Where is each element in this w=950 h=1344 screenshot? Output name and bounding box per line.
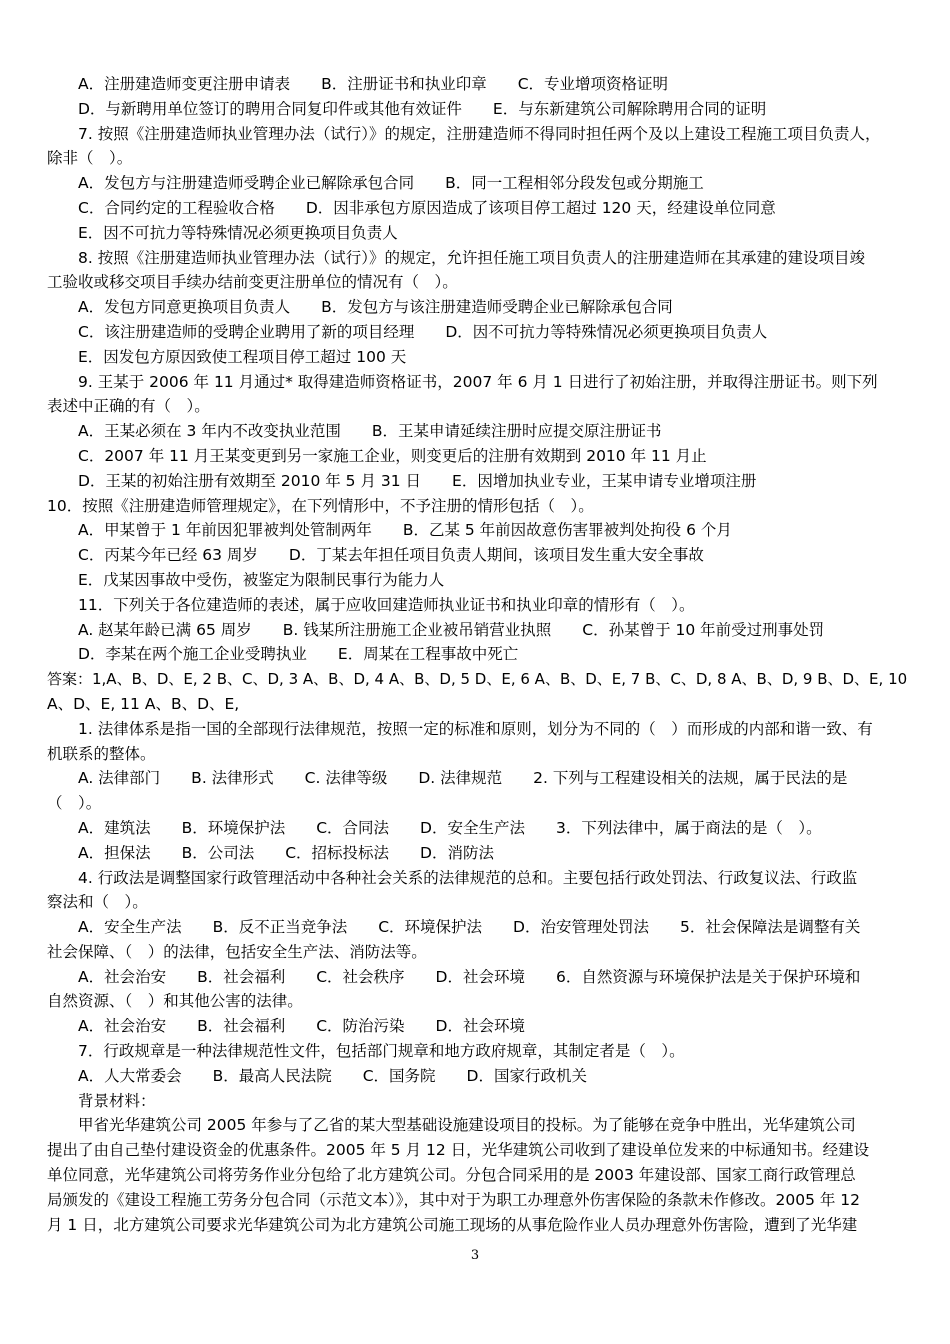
text-line: 1. 法律体系是指一国的全部现行法律规范，按照一定的标准和原则，划分为不同的（ ）而形成的内部和谐一致、有	[78, 719, 873, 738]
text-line: D．李某在两个施工企业受聘执业 E．周某在工程事故中死亡	[78, 645, 519, 664]
text-line: C．丙某今年已经 63 周岁 D．丁某去年担任项目负责人期间，该项目发生重大安全事故	[78, 546, 704, 565]
text-line: 10．按照《注册建造师管理规定》，在下列情形中，不予注册的情形包括（ ）。	[47, 496, 594, 515]
text-line: C．合同约定的工程验收合格 D．因非承包方原因造成了该项目停工超过 120 天，经建设单位同意	[78, 198, 776, 217]
text-line: 7．行政规章是一种法律规范性文件，包括部门规章和地方政府规章，其制定者是（ ）。	[78, 1042, 685, 1061]
text-line: 社会保障、（ ）的法律，包括安全生产法、消防法等。	[47, 942, 427, 961]
text-line: A．建筑法 B．环境保护法 C．合同法 D．安全生产法 3．下列法律中，属于商法的是（ ）。	[78, 818, 822, 837]
text-line: D．王某的初始注册有效期至 2010 年 5 月 31 日 E．因增加执业专业，王某申请专业增项注册	[78, 471, 757, 490]
text-line: C．该注册建造师的受聘企业聘用了新的项目经理 D．因不可抗力等特殊情况必须更换项目负责人	[78, 322, 768, 341]
text-line: 月 1 日，北方建筑公司要求光华建筑公司为北方建筑公司施工现场的从事危险作业人员办理意外伤害险，遭到了光华建	[47, 1215, 858, 1234]
text-line: 除非（ ）。	[47, 149, 133, 168]
text-line: E．因发包方原因致使工程项目停工超过 100 天	[78, 347, 407, 366]
text-line: 甲省光华建筑公司 2005 年参与了乙省的某大型基础设施建设项目的投标。为了能够在竞争中胜出，光华建筑公司	[78, 1116, 856, 1135]
text-line: A．王某必须在 3 年内不改变执业范围 B．王某申请延续注册时应提交原注册证书	[78, 422, 662, 441]
text-line: （ ）。	[47, 794, 102, 813]
document-body	[0, 72, 950, 1237]
text-line: 7. 按照《注册建造师执业管理办法（试行）》的规定，注册建造师不得同时担任两个及以上建设工程施工项目负责人，	[78, 124, 881, 143]
text-line: 自然资源、（ ）和其他公害的法律。	[47, 992, 303, 1011]
text-line: A．社会治安 B．社会福利 C．社会秩序 D．社会环境 6．自然资源与环境保护法是关于保护环境和	[78, 967, 861, 986]
text-line: A．人大常委会 B．最高人民法院 C．国务院 D．国家行政机关	[78, 1066, 587, 1085]
text-line: 答案：1,A、B、D、E, 2 B、C、D, 3 A、B、D, 4 A、B、D, 5 D、E, 6 A、B、D、E, 7 B、C、D, 8 A、B、D, 9 B、D、E, 10	[47, 670, 908, 689]
text-line: 局颁发的《建设工程施工劳务分包合同（示范文本）》，其中对于为职工办理意外伤害保险的条款未作修改。2005 年 12	[47, 1190, 861, 1209]
text-line: 9. 王某于 2006 年 11 月通过* 取得建造师资格证书，2007 年 6 月 1 日进行了初始注册，并取得注册证书。则下列	[78, 372, 878, 391]
text-line: A、D、E, 11 A、B、D、E,	[47, 694, 240, 713]
text-line: 机联系的整体。	[47, 744, 156, 763]
text-line: C．2007 年 11 月王某变更到另一家施工企业，则变更后的注册有效期到 2010 年 11 月止	[78, 446, 707, 465]
text-line: 4. 行政法是调整国家行政管理活动中各种社会关系的法律规范的总和。主要包括行政处罚法、行政复议法、行政监	[78, 868, 858, 887]
text-line: 察法和（ ）。	[47, 893, 148, 912]
text-line: 工验收或移交项目手续办结前变更注册单位的情况有（ ）。	[47, 273, 458, 292]
text-line: 11．下列关于各位建造师的表述，属于应收回建造师执业证书和执业印章的情形有（ ）。	[78, 595, 695, 614]
text-line: A．甲某曾于 1 年前因犯罪被判处管制两年 B．乙某 5 年前因故意伤害罪被判处拘役 6 个月	[78, 521, 732, 540]
text-line: A．发包方与注册建造师受聘企业已解除承包合同 B．同一工程相邻分段发包或分期施工	[78, 174, 704, 193]
page-number: 3	[470, 1248, 480, 1263]
text-line: A．担保法 B．公司法 C．招标投标法 D．消防法	[78, 843, 494, 862]
text-line: 8. 按照《注册建造师执业管理办法（试行）》的规定，允许担任施工项目负责人的注册建造师在其承建的建设项目竣	[78, 248, 865, 267]
text-line: 单位同意，光华建筑公司将劳务作业分包给了北方建筑公司。分包合同采用的是 2003 年建设部、国家工商行政管理总	[47, 1166, 856, 1185]
text-line: A．发包方同意更换项目负责人 B．发包方与该注册建造师受聘企业已解除承包合同	[78, 298, 673, 317]
text-line: 提出了由自己垫付建设资金的优惠条件。2005 年 5 月 12 日，光华建筑公司收到了建设单位发来的中标通知书。经建设	[47, 1141, 870, 1160]
text-line: 表述中正确的有（ ）。	[47, 397, 210, 416]
text-line: A．注册建造师变更注册申请表 B．注册证书和执业印章 C．专业增项资格证明	[78, 75, 669, 93]
text-line: A. 赵某年龄已满 65 周岁 B. 钱某所注册施工企业被吊销营业执照 C．孙某曾于 10 年前受过刑事处罚	[78, 620, 825, 639]
text-line: 背景材料：	[78, 1091, 156, 1110]
text-line: A．安全生产法 B．反不正当竞争法 C．环境保护法 D．治安管理处罚法 5．社会保障法是调整有关	[78, 918, 861, 937]
text-line: A．社会治安 B．社会福利 C．防治污染 D．社会环境	[78, 1017, 525, 1036]
text-line: D．与新聘用单位签订的聘用合同复印件或其他有效证件 E．与东新建筑公司解除聘用合同的证明	[78, 99, 767, 118]
text-line: E．戊某因事故中受伤，被鉴定为限制民事行为能力人	[78, 570, 445, 589]
text-line: E．因不可抗力等特殊情况必须更换项目负责人	[78, 223, 398, 242]
text-line: A. 法律部门 B. 法律形式 C. 法律等级 D. 法律规范 2. 下列与工程建设相关的法规，属于民法的是	[78, 769, 848, 788]
